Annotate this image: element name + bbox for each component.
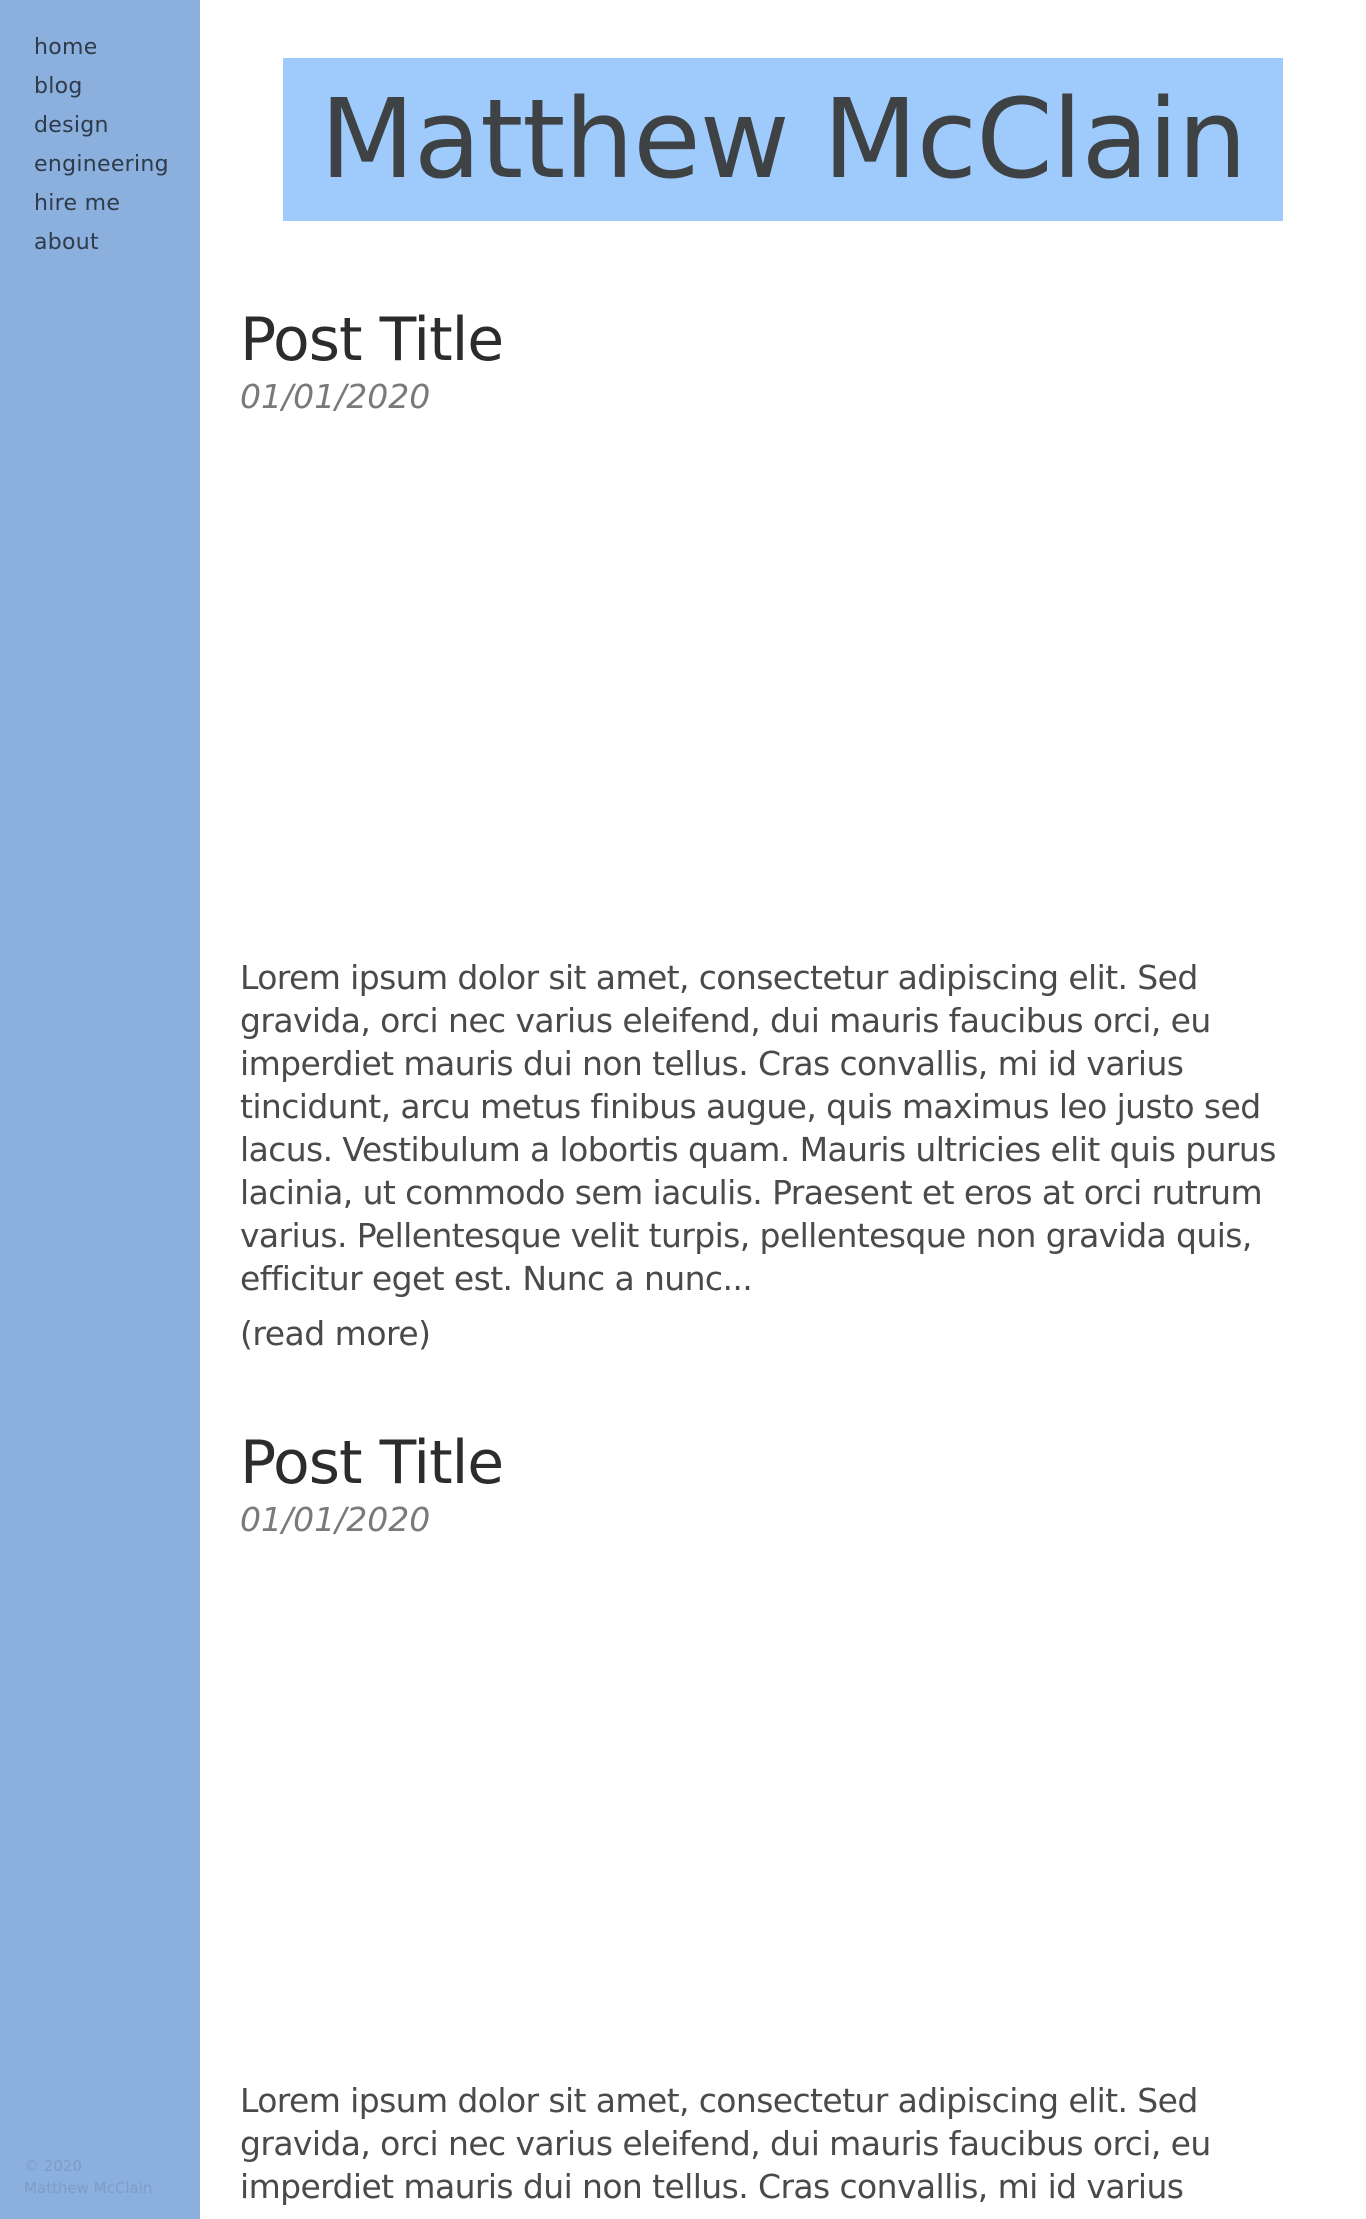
- copyright-year: © 2020: [24, 2157, 82, 2175]
- post-excerpt: Lorem ipsum dolor sit amet, consectetur adipiscing elit. Sed gravida, orci nec varius eleifend, dui mauris faucibus orci, eu imperdiet mauris dui non tellus. Cras convallis, mi id varius: [240, 2081, 1211, 2206]
- copyright: [24, 2155, 152, 2199]
- nav-item-hire-me[interactable]: hire me: [34, 191, 121, 216]
- post-excerpt: Lorem ipsum dolor sit amet, consectetur adipiscing elit. Sed gravida, orci nec varius eleifend, dui mauris faucibus orci, eu imperdiet mauris dui non tellus. Cras convallis, mi id varius tincidunt, arcu metus finibus augue, quis maximus leo justo sed lacus. Vestibulum a lobortis quam. Mauris ultricies elit quis purus lacinia, ut commodo sem iaculis. Praesent et eros at orci rutrum varius. Pellentesque velit turpis, pellentesque non gravida quis, efficitur eget est. Nunc a nunc...: [240, 958, 1276, 1298]
- blog-post: [240, 304, 1300, 1355]
- nav-item-design[interactable]: design: [34, 113, 109, 138]
- post-title[interactable]: Post Title: [240, 1428, 504, 1498]
- nav-item-blog[interactable]: blog: [34, 74, 83, 99]
- copyright-name: Matthew McClain: [24, 2179, 153, 2197]
- read-more-link[interactable]: (read more): [240, 1314, 431, 1353]
- site-header: [283, 58, 1283, 221]
- post-title[interactable]: Post Title: [240, 305, 504, 375]
- nav-item-home[interactable]: home: [34, 35, 98, 60]
- post-image-placeholder: [240, 1541, 1300, 2079]
- site-title: Matthew McClain: [319, 75, 1247, 203]
- nav-item-about[interactable]: about: [34, 230, 99, 255]
- sidebar: [0, 0, 200, 2219]
- blog-post: [240, 1427, 1300, 2208]
- post-date: 01/01/2020: [240, 1500, 431, 1539]
- post-image-placeholder: [240, 418, 1300, 956]
- post-date: 01/01/2020: [240, 377, 431, 416]
- sidebar-nav: [34, 28, 169, 262]
- nav-item-engineering[interactable]: engineering: [34, 152, 169, 177]
